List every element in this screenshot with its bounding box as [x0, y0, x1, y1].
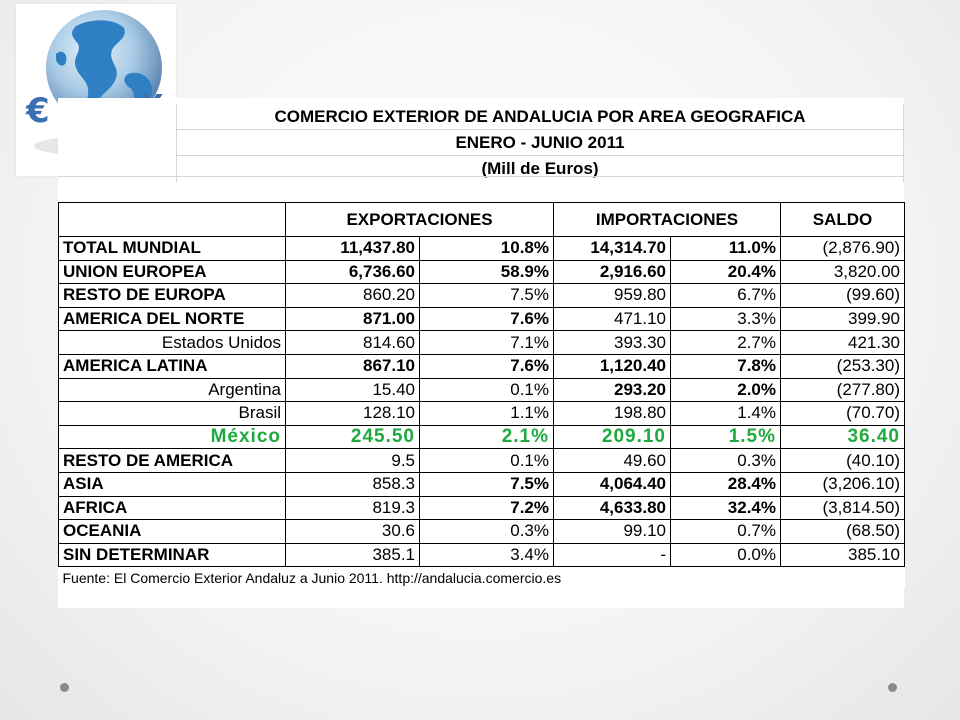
exp-pct: 7.6%: [420, 354, 554, 378]
header-blank: [59, 203, 286, 237]
table-row: [59, 260, 905, 284]
region-name: ASIA: [59, 472, 286, 496]
exp-pct: 1.1%: [420, 402, 554, 426]
saldo-value: (2,876.90): [781, 237, 905, 261]
imp-pct: 28.4%: [671, 472, 781, 496]
exp-value: 30.6: [286, 520, 420, 544]
table-row: [59, 354, 905, 378]
imp-pct: 3.3%: [671, 307, 781, 331]
region-name: RESTO DE AMERICA: [59, 449, 286, 473]
exp-pct: 0.1%: [420, 449, 554, 473]
exp-value: 15.40: [286, 378, 420, 402]
imp-pct: 2.0%: [671, 378, 781, 402]
exp-pct: 7.2%: [420, 496, 554, 520]
exp-value: 860.20: [286, 284, 420, 308]
table-row: [59, 237, 905, 261]
saldo-value: (3,814.50): [781, 496, 905, 520]
table-row: [59, 378, 905, 402]
table-period: ENERO - JUNIO 2011: [176, 130, 904, 156]
imp-pct: 6.7%: [671, 284, 781, 308]
region-name: AMERICA LATINA: [59, 354, 286, 378]
saldo-value: (277.80): [781, 378, 905, 402]
imp-pct: 32.4%: [671, 496, 781, 520]
imp-pct: 1.5%: [671, 425, 781, 449]
imp-pct: 7.8%: [671, 354, 781, 378]
svg-text:€: €: [26, 91, 50, 131]
imp-value: 49.60: [554, 449, 671, 473]
imp-value: 471.10: [554, 307, 671, 331]
imp-pct: 0.3%: [671, 449, 781, 473]
exp-value: 128.10: [286, 402, 420, 426]
source-footnote: Fuente: El Comercio Exterior Andaluz a Junio 2011. http://andalucia.comercio.es: [59, 567, 905, 589]
saldo-value: 385.10: [781, 543, 905, 567]
region-name: AFRICA: [59, 496, 286, 520]
imp-value: 4,064.40: [554, 472, 671, 496]
imp-pct: 1.4%: [671, 402, 781, 426]
saldo-value: (68.50): [781, 520, 905, 544]
imp-value: 393.30: [554, 331, 671, 355]
region-name: RESTO DE EUROPA: [59, 284, 286, 308]
empty-grid-row: [58, 176, 904, 201]
table-row: [59, 284, 905, 308]
imp-value: 198.80: [554, 402, 671, 426]
region-name: TOTAL MUNDIAL: [59, 237, 286, 261]
slide-dot-left: [60, 683, 69, 692]
region-name: Brasil: [59, 402, 286, 426]
saldo-value: (3,206.10): [781, 472, 905, 496]
saldo-value: 399.90: [781, 307, 905, 331]
imp-pct: 11.0%: [671, 237, 781, 261]
region-name: OCEANIA: [59, 520, 286, 544]
imp-value: 2,916.60: [554, 260, 671, 284]
imp-pct: 0.7%: [671, 520, 781, 544]
exp-value: 871.00: [286, 307, 420, 331]
slide-dot-right: [888, 683, 897, 692]
saldo-value: (40.10): [781, 449, 905, 473]
table-row: [59, 402, 905, 426]
imp-value: 959.80: [554, 284, 671, 308]
exp-value: 6,736.60: [286, 260, 420, 284]
header-exportaciones: EXPORTACIONES: [286, 203, 554, 237]
table-row: [59, 543, 905, 567]
region-name: SIN DETERMINAR: [59, 543, 286, 567]
header-importaciones: IMPORTACIONES: [554, 203, 781, 237]
table-title: COMERCIO EXTERIOR DE ANDALUCIA POR AREA GEOGRAFICA: [176, 104, 904, 130]
saldo-value: 36.40: [781, 425, 905, 449]
exp-pct: 58.9%: [420, 260, 554, 284]
imp-value: -: [554, 543, 671, 567]
table-header-row: [59, 203, 905, 237]
exp-value: 814.60: [286, 331, 420, 355]
imp-pct: 2.7%: [671, 331, 781, 355]
saldo-value: (70.70): [781, 402, 905, 426]
region-name: AMERICA DEL NORTE: [59, 307, 286, 331]
table-row: [59, 307, 905, 331]
saldo-value: (99.60): [781, 284, 905, 308]
exp-pct: 3.4%: [420, 543, 554, 567]
exp-pct: 2.1%: [420, 425, 554, 449]
table-row: [59, 331, 905, 355]
exp-value: 11,437.80: [286, 237, 420, 261]
saldo-value: 421.30: [781, 331, 905, 355]
footnote-row: [59, 567, 905, 589]
exp-pct: 0.3%: [420, 520, 554, 544]
imp-pct: 0.0%: [671, 543, 781, 567]
trade-table: [58, 202, 905, 589]
region-name: UNION EUROPEA: [59, 260, 286, 284]
saldo-value: 3,820.00: [781, 260, 905, 284]
imp-pct: 20.4%: [671, 260, 781, 284]
region-name: Argentina: [59, 378, 286, 402]
exp-value: 858.3: [286, 472, 420, 496]
imp-value: 1,120.40: [554, 354, 671, 378]
imp-value: 99.10: [554, 520, 671, 544]
table-row: [59, 449, 905, 473]
exp-value: 385.1: [286, 543, 420, 567]
exp-value: 245.50: [286, 425, 420, 449]
exp-value: 867.10: [286, 354, 420, 378]
exp-value: 819.3: [286, 496, 420, 520]
region-name: Estados Unidos: [59, 331, 286, 355]
table-units: (Mill de Euros): [176, 156, 904, 182]
saldo-value: (253.30): [781, 354, 905, 378]
table-row: [59, 520, 905, 544]
exp-pct: 10.8%: [420, 237, 554, 261]
exp-pct: 0.1%: [420, 378, 554, 402]
imp-value: 14,314.70: [554, 237, 671, 261]
header-saldo: SALDO: [781, 203, 905, 237]
imp-value: 209.10: [554, 425, 671, 449]
table-row: [59, 472, 905, 496]
imp-value: 293.20: [554, 378, 671, 402]
table-row-highlight: [59, 425, 905, 449]
imp-value: 4,633.80: [554, 496, 671, 520]
exp-value: 9.5: [286, 449, 420, 473]
exp-pct: 7.5%: [420, 284, 554, 308]
exp-pct: 7.5%: [420, 472, 554, 496]
exp-pct: 7.1%: [420, 331, 554, 355]
region-name: México: [59, 425, 286, 449]
table-row: [59, 496, 905, 520]
exp-pct: 7.6%: [420, 307, 554, 331]
